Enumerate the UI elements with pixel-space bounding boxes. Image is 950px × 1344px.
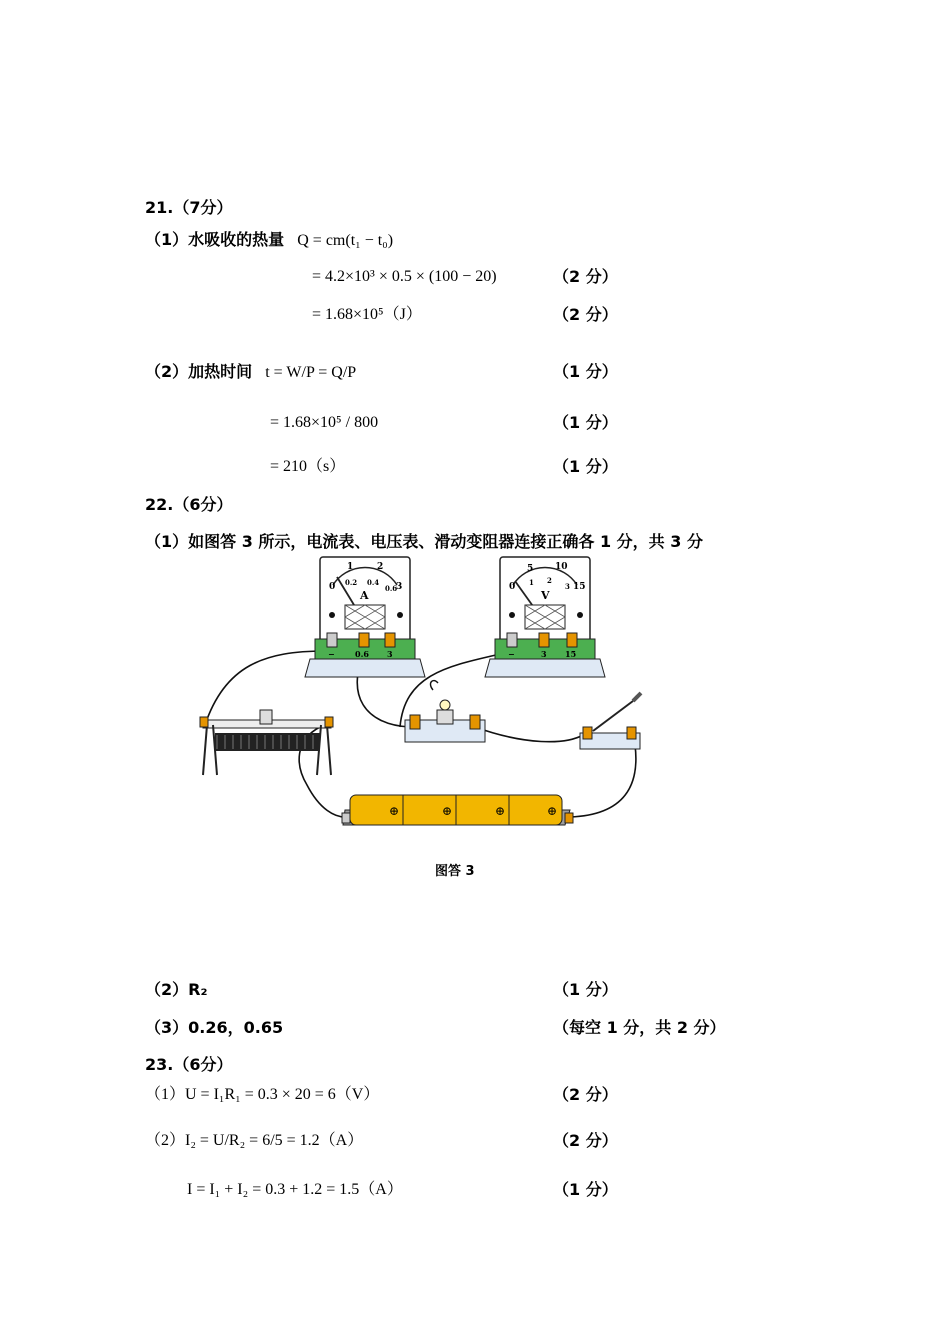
q23-part1: （1）U = I₁R₁ = 0.3 × 20 = 6（V）	[145, 1086, 380, 1103]
lamp-socket	[437, 710, 453, 724]
q21-title: 21.（7分）	[145, 198, 233, 217]
battery-pack	[342, 795, 573, 825]
wire-loop	[430, 681, 438, 690]
q21-part2-step1-points: （1 分）	[553, 413, 618, 432]
q21-part2-formula: t = W/P = Q/P	[265, 364, 357, 381]
voltmeter-tick-15: 15	[573, 582, 586, 592]
q22-part1: （1）如图答 3 所示，电流表、电压表、滑动变阻器连接正确各 1 分，共 3 分	[145, 532, 703, 551]
battery-plus-1: ⊕	[389, 804, 400, 818]
q22-title: 22.（6分）	[145, 495, 233, 514]
ammeter-term-label-06: 0.6	[355, 649, 369, 659]
q22-part2: （2）R₂	[145, 980, 208, 999]
q23-part3: I = I₁ + I₂ = 0.3 + 1.2 = 1.5（A）	[187, 1181, 403, 1198]
voltmeter-tick-10: 10	[555, 562, 568, 572]
rheostat-coil	[215, 733, 320, 751]
q21-part1-formula: Q = cm(t₁ − t₀)	[297, 232, 394, 249]
q21-part2-label: （2）加热时间	[145, 362, 253, 381]
ammeter-tick-02: 0.2	[345, 578, 358, 587]
q21-part1-step2: = 1.68×10⁵（J）	[312, 306, 422, 323]
switch-handle	[633, 693, 641, 701]
q21-part2-step2: = 210（s）	[270, 458, 346, 475]
ammeter	[305, 557, 425, 677]
q23-title: 23.（6分）	[145, 1055, 233, 1074]
q21-part1-step2-points: （2 分）	[553, 305, 618, 324]
wire-switch-battery	[570, 745, 636, 817]
voltmeter-tick-3: 3	[565, 582, 570, 591]
ammeter-tick-06: 0.6	[385, 584, 398, 593]
ammeter-terminal-neg	[327, 633, 337, 647]
q23-part2: （2）I₂ = U/R₂ = 6/5 = 1.2（A）	[145, 1132, 364, 1149]
rheostat	[200, 710, 333, 775]
ammeter-term-label-3: 3	[387, 649, 393, 659]
q21-part2-step1: = 1.68×10⁵ / 800	[270, 414, 379, 431]
lamp-bulb	[440, 700, 450, 710]
q21-part1-step1-points: （2 分）	[553, 267, 618, 286]
voltmeter-tick-2: 2	[547, 576, 552, 585]
voltmeter-terminal-neg	[507, 633, 517, 647]
ammeter-tick-2: 2	[377, 562, 384, 572]
voltmeter-tick-5: 5	[527, 564, 534, 574]
q21-part1-step1: = 4.2×10³ × 0.5 × (100 − 20)	[312, 268, 497, 285]
circuit-diagram	[195, 555, 655, 845]
figure-caption: 图答 3	[435, 864, 475, 879]
q21-part2-formula-points: （1 分）	[553, 362, 618, 381]
lamp	[405, 700, 485, 742]
q21-part1-label: （1）水吸收的热量	[145, 230, 285, 249]
battery-plus-4: ⊕	[547, 804, 558, 818]
voltmeter-stand	[485, 659, 605, 677]
q22-part3: （3）0.26，0.65	[145, 1018, 284, 1037]
ammeter-tick-04: 0.4	[367, 578, 380, 587]
ammeter-tick-1: 1	[347, 562, 354, 572]
voltmeter-term-label-3: 3	[541, 649, 547, 659]
voltmeter-term-label-15: 15	[565, 649, 577, 659]
q23-part2-points: （2 分）	[553, 1131, 618, 1150]
ammeter-symbol: A	[360, 589, 369, 602]
ammeter-tick-3: 3	[396, 582, 403, 592]
switch	[580, 693, 641, 749]
voltmeter-tick-0: 0	[509, 582, 516, 592]
voltmeter-tick-1: 1	[529, 578, 534, 587]
voltmeter-term-label-neg: −	[508, 649, 515, 659]
rheostat-slider	[260, 710, 272, 724]
q21-part1	[145, 230, 393, 251]
q21-part2	[145, 362, 356, 383]
wire-lamp-switch	[475, 727, 583, 742]
ammeter-stand	[305, 659, 425, 677]
ammeter-terminal-06	[359, 633, 369, 647]
ammeter-terminal-3	[385, 633, 395, 647]
q22-part2-points: （1 分）	[553, 980, 618, 999]
voltmeter-terminal-15	[567, 633, 577, 647]
ammeter-term-label-neg: −	[328, 649, 335, 659]
battery-plus-3: ⊕	[495, 804, 506, 818]
voltmeter-terminal-3	[539, 633, 549, 647]
q21-part2-step2-points: （1 分）	[553, 457, 618, 476]
ammeter-tick-0: 0	[329, 582, 336, 592]
voltmeter-symbol: V	[541, 589, 550, 602]
q22-part3-points: （每空 1 分，共 2 分）	[553, 1018, 726, 1037]
voltmeter	[485, 557, 605, 677]
battery-plus-2: ⊕	[442, 804, 453, 818]
q23-part1-points: （2 分）	[553, 1085, 618, 1104]
q23-part3-points: （1 分）	[553, 1180, 618, 1199]
